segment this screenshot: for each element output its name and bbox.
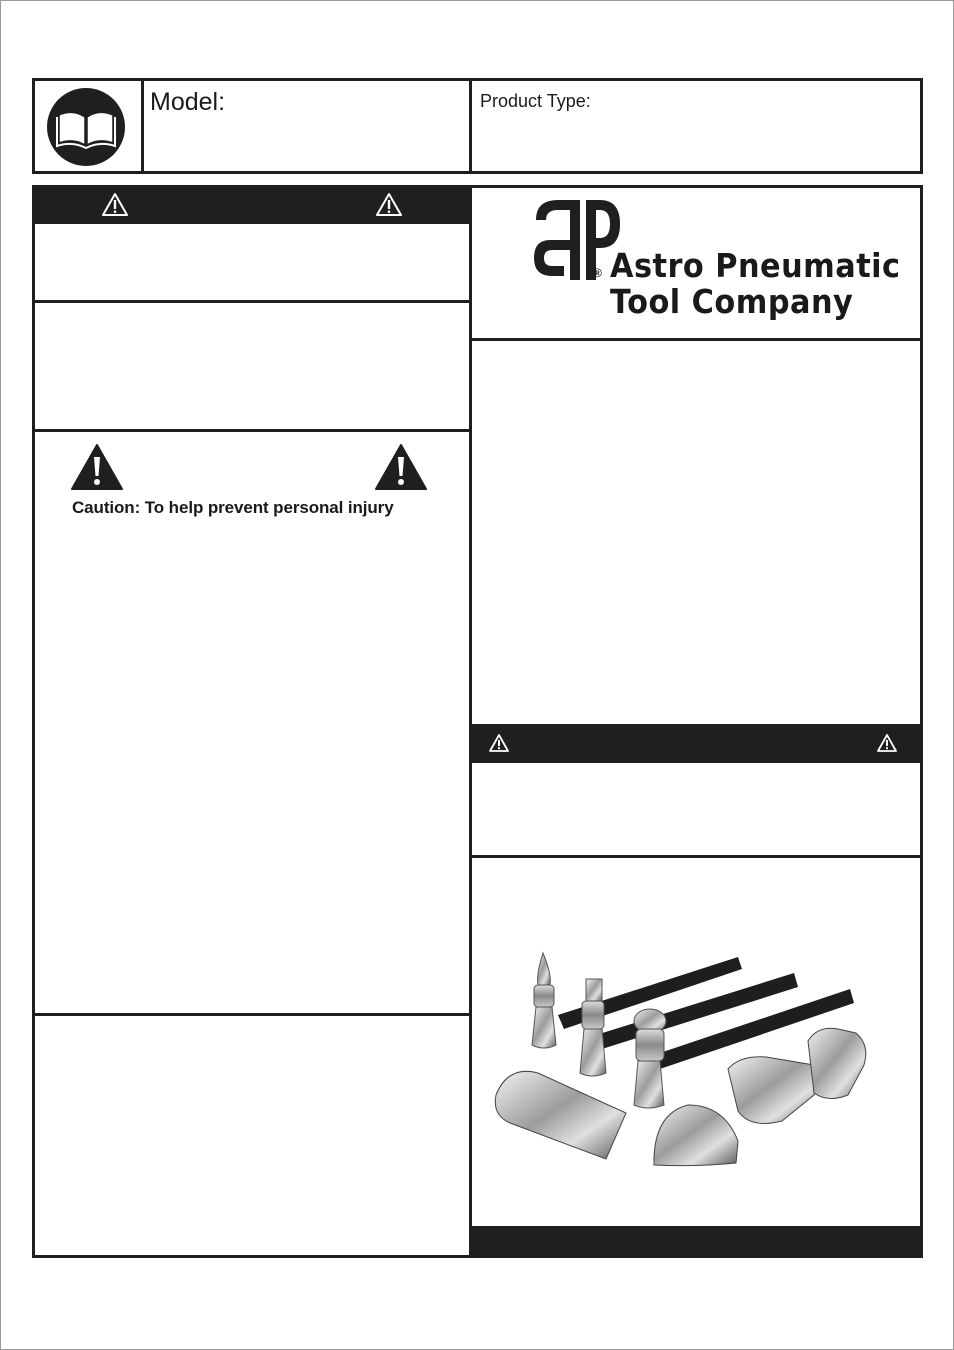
warning-triangle-icon	[101, 192, 129, 222]
caution-text: Caution: To help prevent personal injury	[72, 498, 394, 517]
large-warning-triangle-icon	[374, 443, 428, 496]
warning-triangle-icon	[375, 192, 403, 222]
astro-pneumatic-logo	[530, 192, 901, 327]
right-divider-1	[469, 338, 923, 341]
header-icon-divider	[141, 78, 144, 174]
right-warning-bar	[469, 724, 923, 763]
product-type-label: Product Type:	[480, 91, 591, 111]
logo-line-1: Astro Pneumatic	[610, 246, 901, 285]
large-warning-triangle-icon	[70, 443, 124, 496]
left-divider-2	[32, 429, 472, 432]
logo-line-2: Tool Company	[610, 282, 854, 321]
right-divider-2	[469, 855, 923, 858]
registered-mark: ®	[593, 266, 602, 280]
hammer-and-dolly-set-photo	[488, 945, 898, 1170]
left-divider-1	[32, 300, 472, 303]
warning-triangle-icon	[488, 733, 510, 758]
left-divider-3	[32, 1013, 472, 1016]
model-label: Model:	[150, 88, 226, 116]
warning-triangle-icon	[876, 733, 898, 758]
right-bottom-bar	[469, 1226, 923, 1258]
left-warning-bar	[32, 185, 472, 224]
left-column-box	[32, 185, 472, 1258]
open-book-icon	[46, 87, 126, 167]
